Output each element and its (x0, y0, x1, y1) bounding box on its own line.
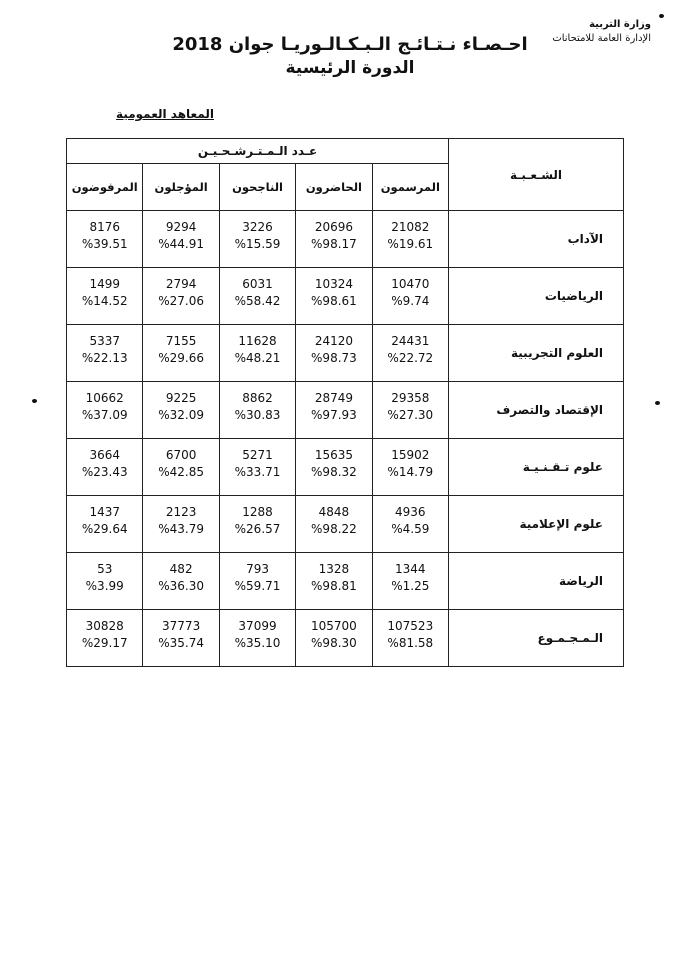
cell-passed (219, 382, 295, 439)
branch-name: الرياضة (449, 553, 624, 610)
cell-present (296, 325, 372, 382)
cell-count: 37099 (238, 619, 277, 633)
scan-dot-mark (32, 399, 37, 403)
cell-percentage: %97.93 (311, 408, 357, 422)
title-line-2: الدورة الرئيسية (285, 58, 415, 78)
cell-count: 7155 (165, 334, 197, 348)
cell-count: 3664 (89, 448, 120, 462)
cell-count: 1499 (89, 277, 120, 291)
cell-failed (67, 211, 143, 268)
cell-count: 9225 (165, 391, 197, 405)
cell-count: 8862 (242, 391, 273, 405)
cell-percentage: %35.74 (158, 636, 205, 650)
cell-percentage: %98.32 (311, 465, 357, 479)
cell-present (296, 268, 372, 325)
cell-percentage: %98.73 (311, 351, 357, 365)
branch-name: علوم الإعلامية (449, 496, 624, 553)
table-row (67, 610, 624, 667)
cell-count: 1437 (89, 505, 120, 519)
col-header-failed: المرفوضون (67, 164, 143, 211)
results-table (66, 138, 624, 667)
cell-failed (67, 496, 143, 553)
cell-count: 482 (169, 562, 193, 576)
cell-percentage: %37.09 (81, 408, 128, 422)
cell-percentage: %23.43 (81, 465, 128, 479)
cell-percentage: %35.10 (234, 636, 281, 650)
cell-deferred (143, 325, 219, 382)
cell-percentage: %14.79 (387, 465, 434, 479)
cell-percentage: %98.22 (311, 522, 357, 536)
cell-deferred (143, 496, 219, 553)
cell-count: 53 (97, 562, 113, 576)
branch-name: الإقتصاد والتصرف (449, 382, 624, 439)
subtitle: المعاهد العمومية (116, 107, 214, 121)
cell-deferred (143, 553, 219, 610)
cell-count: 2794 (165, 277, 197, 291)
cell-percentage: %1.25 (391, 579, 430, 593)
cell-count: 11628 (238, 334, 277, 348)
cell-count: 3226 (242, 220, 273, 234)
cell-count: 15902 (391, 448, 430, 462)
cell-passed (219, 610, 295, 667)
cell-count: 5271 (242, 448, 273, 462)
cell-failed (67, 610, 143, 667)
cell-percentage: %4.59 (391, 522, 430, 536)
cell-passed (219, 496, 295, 553)
cell-present (296, 211, 372, 268)
cell-count: 24120 (314, 334, 353, 348)
cell-percentage: %58.42 (234, 294, 281, 308)
cell-percentage: %14.52 (81, 294, 128, 308)
cell-present (296, 610, 372, 667)
cell-count: 9294 (165, 220, 197, 234)
cell-registered (372, 382, 448, 439)
cell-percentage: %22.13 (81, 351, 128, 365)
table-row (67, 496, 624, 553)
cell-percentage: %33.71 (234, 465, 281, 479)
cell-passed (219, 325, 295, 382)
title-line-1: احـصـاء نـتـائـج الـبـكـالـوريـا جوان 2018 (172, 34, 528, 55)
table-row (67, 268, 624, 325)
cell-percentage: %27.06 (158, 294, 205, 308)
col-header-passed: الناجحون (219, 164, 295, 211)
table-row (67, 439, 624, 496)
cell-failed (67, 268, 143, 325)
cell-count: 8176 (89, 220, 120, 234)
cell-count: 1288 (242, 505, 273, 519)
cell-count: 29358 (391, 391, 430, 405)
table-row (67, 382, 624, 439)
cell-count: 4848 (318, 505, 350, 519)
cell-passed (219, 553, 295, 610)
cell-percentage: %15.59 (234, 237, 281, 251)
cell-percentage: %26.57 (234, 522, 281, 536)
cell-percentage: %27.30 (387, 408, 434, 422)
cell-percentage: %29.64 (81, 522, 128, 536)
cell-percentage: %59.71 (234, 579, 281, 593)
cell-registered (372, 439, 448, 496)
cell-passed (219, 439, 295, 496)
cell-percentage: %42.85 (158, 465, 205, 479)
cell-count: 6031 (242, 277, 273, 291)
cell-deferred (143, 610, 219, 667)
cell-percentage: %98.30 (311, 636, 357, 650)
cell-percentage: %30.83 (234, 408, 281, 422)
cell-count: 107523 (387, 619, 434, 633)
cell-deferred (143, 268, 219, 325)
branch-name: الآداب (449, 211, 624, 268)
branch-name: علوم تـقـنـيـة (449, 439, 624, 496)
cell-count: 1344 (395, 562, 426, 576)
col-header-deferred: المؤجلون (143, 164, 219, 211)
cell-registered (372, 211, 448, 268)
branch-name: الـمـجـمـوع (449, 610, 624, 667)
cell-failed (67, 439, 143, 496)
document-title (150, 33, 550, 79)
branch-name: العلوم التجريبية (449, 325, 624, 382)
cell-percentage: %39.51 (81, 237, 128, 251)
cell-percentage: %98.17 (311, 237, 357, 251)
cell-passed (219, 268, 295, 325)
cell-percentage: %98.61 (311, 294, 357, 308)
cell-deferred (143, 211, 219, 268)
cell-present (296, 496, 372, 553)
cell-count: 5337 (89, 334, 120, 348)
cell-count: 30828 (85, 619, 124, 633)
cell-count: 105700 (311, 619, 357, 633)
cell-percentage: %29.17 (81, 636, 128, 650)
cell-percentage: %3.99 (85, 579, 124, 593)
cell-percentage: %48.21 (234, 351, 281, 365)
cell-failed (67, 325, 143, 382)
cell-count: 24431 (391, 334, 430, 348)
cell-registered (372, 325, 448, 382)
cell-count: 6700 (165, 448, 197, 462)
cell-count: 1328 (318, 562, 350, 576)
cell-percentage: %9.74 (391, 294, 430, 308)
cell-deferred (143, 439, 219, 496)
cell-percentage: %22.72 (387, 351, 434, 365)
scan-dot-mark (655, 401, 660, 405)
table-row (67, 553, 624, 610)
cell-count: 37773 (162, 619, 201, 633)
cell-count: 20696 (314, 220, 353, 234)
branch-column-header: الشـعـبـة (449, 139, 624, 211)
cell-deferred (143, 382, 219, 439)
cell-registered (372, 268, 448, 325)
table-row (67, 325, 624, 382)
cell-count: 4936 (395, 505, 426, 519)
cell-count: 10662 (85, 391, 124, 405)
branch-name: الرياضيات (449, 268, 624, 325)
cell-passed (219, 211, 295, 268)
cell-registered (372, 496, 448, 553)
cell-percentage: %19.61 (387, 237, 434, 251)
cell-percentage: %44.91 (158, 237, 205, 251)
table-row (67, 211, 624, 268)
cell-count: 28749 (314, 391, 353, 405)
cell-present (296, 439, 372, 496)
cell-percentage: %43.79 (158, 522, 205, 536)
cell-count: 793 (246, 562, 269, 576)
cell-percentage: %81.58 (387, 636, 434, 650)
ministry-name: وزارة التربية (589, 19, 651, 30)
cell-percentage: %98.81 (311, 579, 357, 593)
cell-failed (67, 382, 143, 439)
cell-present (296, 382, 372, 439)
cell-count: 10470 (391, 277, 430, 291)
cell-count: 21082 (391, 220, 430, 234)
col-header-present: الحاضرون (296, 164, 372, 211)
candidates-group-header: عـدد الـمـتـرشـحـيـن (67, 139, 449, 164)
scan-dot-mark (659, 14, 664, 18)
cell-count: 2123 (165, 505, 197, 519)
cell-present (296, 553, 372, 610)
cell-registered (372, 610, 448, 667)
cell-count: 10324 (314, 277, 353, 291)
col-header-registered: المرسمون (372, 164, 448, 211)
cell-percentage: %29.66 (158, 351, 205, 365)
cell-percentage: %32.09 (158, 408, 205, 422)
department-name: الإدارة العامة للامتحانات (552, 33, 651, 44)
cell-percentage: %36.30 (158, 579, 205, 593)
cell-count: 15635 (314, 448, 353, 462)
cell-failed (67, 553, 143, 610)
cell-registered (372, 553, 448, 610)
